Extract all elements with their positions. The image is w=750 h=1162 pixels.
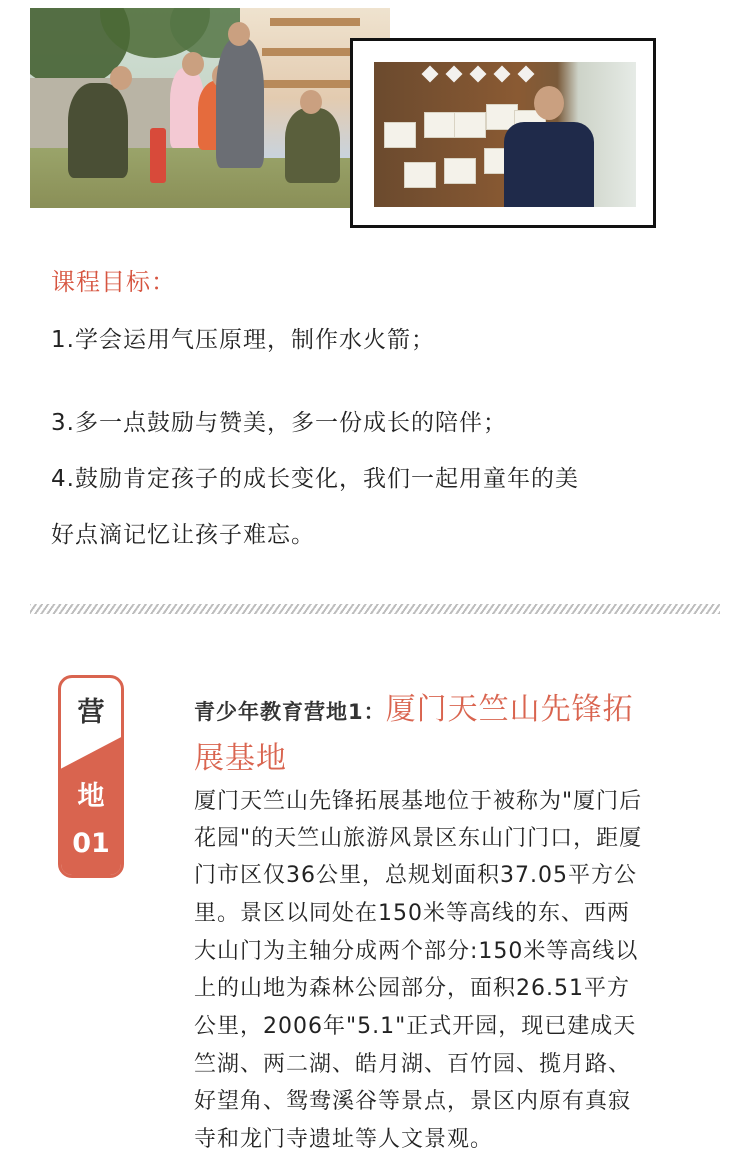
badge-number: 01	[72, 828, 110, 859]
camp-desc-line: 公里，2006年"5.1"正式开园，现已建成天	[194, 1014, 637, 1039]
camp-desc-line: 好望角、鸳鸯溪谷等景点，景区内原有真寂	[194, 1089, 632, 1114]
camp-desc-line: 大山门为主轴分成两个部分:150米等高线以	[194, 939, 639, 964]
camp-desc-line: 里。景区以同处在150米等高线的东、西两	[194, 901, 630, 926]
camp-title-highlight: 厦门天竺山先锋拓	[385, 692, 634, 727]
activity-photo-indoor	[374, 62, 636, 207]
badge-char-ying: 营	[77, 697, 105, 728]
camp-title	[194, 684, 634, 728]
goal-item-3: 3.多一点鼓励与赞美，多一份成长的陪伴；	[51, 410, 507, 436]
badge-char-di: 地	[77, 781, 105, 812]
camp-desc-line: 门市区仅36公里，总规划面积37.05平方公	[194, 863, 637, 888]
section-divider	[30, 604, 720, 614]
goal-item-4-line-1: 4.鼓励肯定孩子的成长变化，我们一起用童年的美	[51, 466, 579, 492]
camp-desc-line: 上的山地为森林公园部分，面积26.51平方	[194, 976, 630, 1001]
goal-item-1: 1.学会运用气压原理，制作水火箭；	[51, 327, 435, 353]
camp-badge	[58, 675, 124, 878]
activity-photo-outdoor	[30, 8, 390, 208]
camp-desc-line: 竺湖、两二湖、皓月湖、百竹园、揽月路、	[194, 1052, 632, 1077]
goal-item-4-line-2: 好点滴记忆让孩子难忘。	[51, 522, 315, 548]
camp-desc-line: 厦门天竺山先锋拓展基地位于被称为"厦门后	[194, 789, 643, 814]
camp-title-highlight-cont: 展基地	[194, 741, 287, 776]
camp-title-prefix: 青少年教育营地1：	[194, 700, 386, 724]
camp-desc-line: 寺和龙门寺遗址等人文景观。	[194, 1127, 494, 1152]
goals-title: 课程目标：	[51, 268, 176, 296]
camp-desc-line: 花园"的天竺山旅游风景区东山门门口，距厦	[194, 826, 643, 851]
